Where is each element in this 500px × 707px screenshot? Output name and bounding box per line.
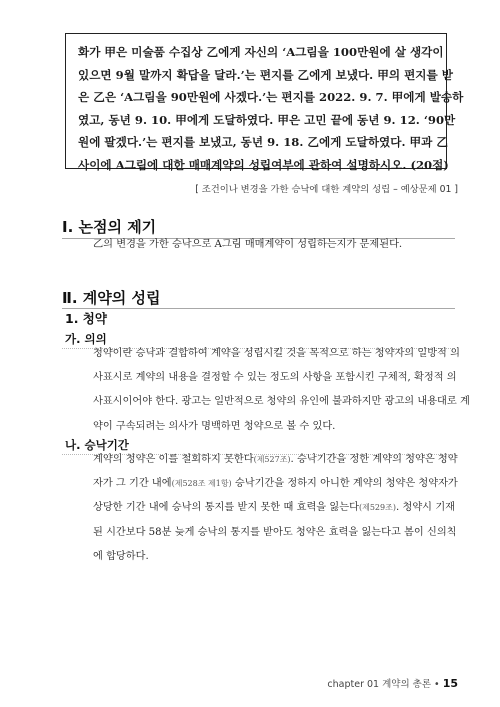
section-divider [62, 308, 455, 309]
subheading-acceptance-period: 나. 승낙기간 [65, 438, 129, 452]
problem-line: 은 乙은 ‘A그림을 90만원에 사겠다.’는 편지를 2022. 9. 7. 甲에게 발송하 [78, 90, 464, 104]
paragraph-line [93, 472, 458, 496]
paragraph-line [93, 448, 458, 472]
issue-paragraph [93, 233, 455, 257]
section-heading-formation: Ⅱ. 계약의 성립 [62, 289, 161, 307]
paragraph-line: 사표시이어야 한다. 광고는 일반적으로 청약의 유인에 불과하지만 광고의 내용대로 계 [93, 396, 470, 408]
paragraph-line: 사표시로 계약의 내용을 결정할 수 있는 정도의 사항을 포함시킨 구체적, 확정적 의 [93, 372, 457, 384]
acceptance-period-paragraph [93, 448, 458, 569]
paragraph-line: 乙의 변경을 가한 승낙으로 A그림 매매계약이 성립하는지가 문제된다. [93, 239, 403, 250]
problem-line: 화가 甲은 미술품 수집상 乙에게 자신의 ‘A그림을 100만원에 살 생각이 [78, 45, 444, 59]
text-run: 상당한 기간 내에 승낙의 통지를 받지 못한 때 효력을 잃는다 [93, 502, 359, 514]
text-run: . 승낙기간을 정한 계약의 청약은 청약 [290, 454, 458, 465]
subheading-offer: 1. 청약 [65, 311, 107, 326]
text-run: 승낙기간을 정하지 아니한 계약의 청약은 청약자가 [231, 478, 458, 490]
paragraph-line [93, 496, 455, 520]
problem-line: 사이에 A그림에 대한 매매계약의 성립여부에 관하여 설명하시오. (20점) [78, 157, 449, 172]
section-heading-issue: Ⅰ. 논점의 제기 [62, 218, 157, 236]
text-run: 계약의 청약은 이를 철회하지 못한다 [93, 454, 254, 465]
paragraph-line: 청약이란 승낙과 결합하여 계약을 성립시킬 것을 목적으로 하는 청약자의 일방적 의 [93, 348, 460, 359]
problem-box [65, 33, 464, 172]
paragraph-line: 약이 구속되려는 의사가 명백하면 청약으로 볼 수 있다. [93, 420, 336, 432]
problem-line: 였고, 동년 9. 10. 甲에게 도달하였다. 甲은 고민 끝에 동년 9. 12. ‘90만 [78, 112, 456, 127]
definition-paragraph [93, 342, 470, 439]
text-run: . 청약시 기재 [395, 502, 455, 514]
page-number: 15 [442, 677, 458, 690]
problem-line: 원에 팔겠다.’는 편지를 보냈고, 동년 9. 18. 乙에게 도달하였다. 甲과 乙 [78, 135, 448, 149]
statute-citation: (제528조 제1항) [171, 479, 232, 489]
page-footer [327, 676, 458, 690]
text-run: 자가 그 기간 내에 [93, 478, 172, 490]
paragraph-line: 된 시간보다 58분 늦게 승낙의 통지를 받아도 청약은 효력을 잃는다고 봄이 신의칙 [93, 526, 457, 538]
subheading-definition: 가. 의의 [65, 332, 107, 346]
chapter-label: chapter 01 계약의 총론 • [327, 679, 440, 690]
statute-citation: (제527조) [253, 455, 291, 464]
problem-line: 있으면 9월 말까지 확답을 달라.’는 편지를 乙에게 보냈다. 甲의 편지를 받 [78, 67, 453, 82]
source-note: [ 조건이나 변경을 가한 승낙에 대한 계약의 성립 – 예상문제 01 ] [195, 184, 458, 195]
statute-citation: (제529조) [358, 503, 396, 513]
paragraph-line: 에 합당하다. [93, 550, 149, 562]
